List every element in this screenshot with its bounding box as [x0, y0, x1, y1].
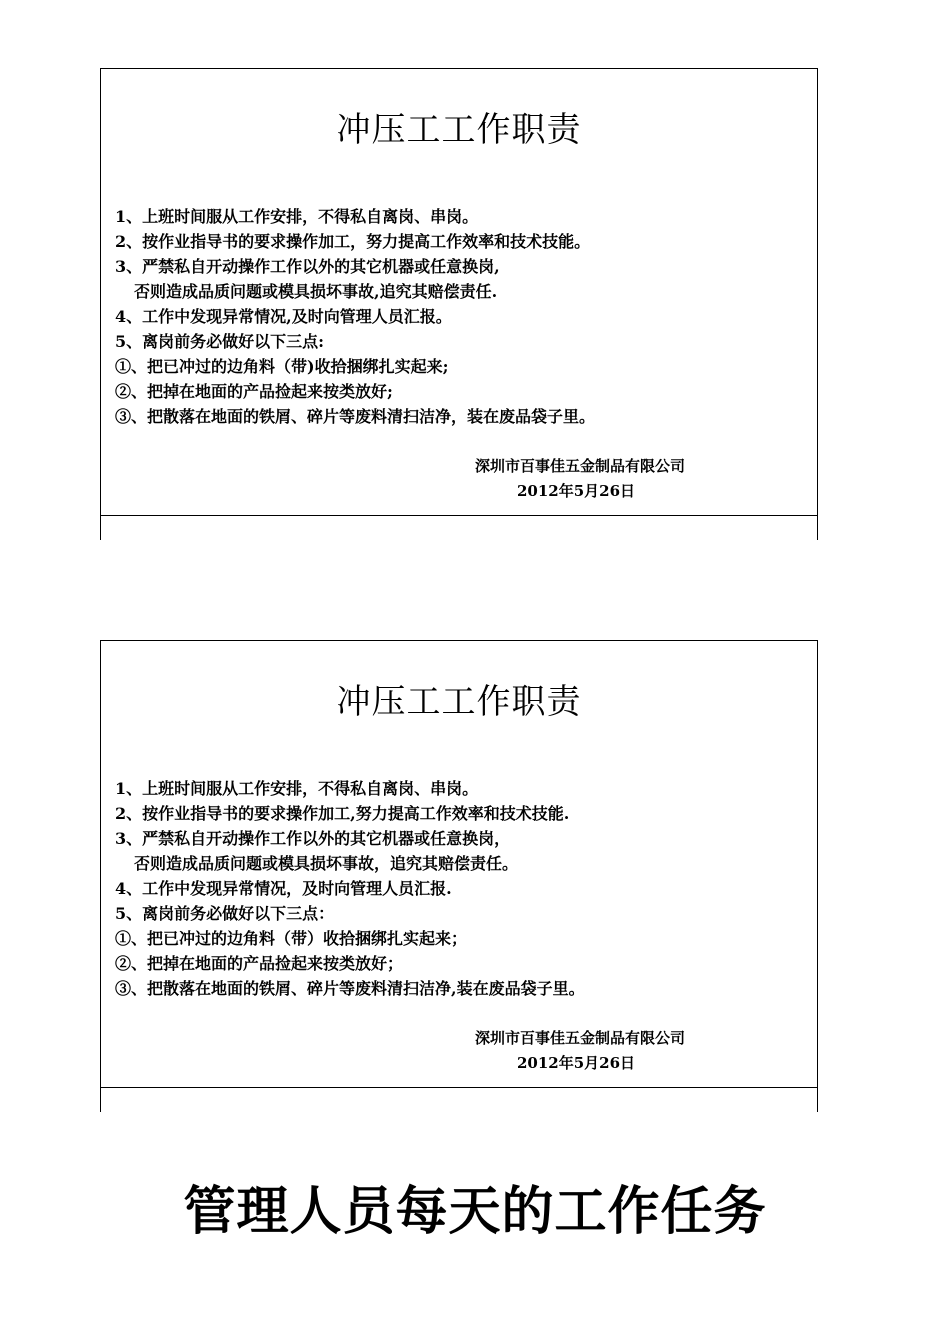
card-title: 冲压工工作职责 [336, 110, 582, 150]
duty-line: ③、把散落在地面的铁屑、碎片等废料清扫洁净，装在废品袋子里。 [115, 407, 596, 426]
duty-card-1 [100, 68, 818, 540]
duty-line: 2、按作业指导书的要求操作加工,努力提高工作效率和技术技能. [115, 804, 570, 823]
signature-block [475, 1026, 685, 1076]
duty-line: ①、把已冲过的边角料（带）收拾捆绑扎实起来； [115, 929, 468, 948]
card-leg-left [100, 1087, 101, 1112]
duty-line: 3、严禁私自开动操作工作以外的其它机器或任意换岗, [115, 257, 500, 276]
company-name: 深圳市百事佳五金制品有限公司 [475, 1029, 686, 1047]
duty-line: ③、把散落在地面的铁屑、碎片等废料清扫洁净,装在废品袋子里。 [115, 979, 585, 998]
duty-list [115, 204, 595, 429]
duty-line: 1、上班时间服从工作安排，不得私自离岗、串岗。 [115, 779, 479, 798]
card-leg-right [817, 515, 818, 540]
duty-line: 2、按作业指导书的要求操作加工，努力提高工作效率和技术技能。 [115, 232, 591, 251]
duty-line: 否则造成品质问题或模具损坏事故，追究其赔偿责任。 [134, 854, 519, 873]
company-name: 深圳市百事佳五金制品有限公司 [475, 457, 686, 475]
duty-line: 5、离岗前务必做好以下三点： [115, 904, 335, 923]
issue-date: 2012年5月26日 [517, 482, 636, 500]
card-leg-left [100, 515, 101, 540]
card-leg-right [817, 1087, 818, 1112]
duty-list [115, 776, 585, 1001]
duty-line: 否则造成品质问题或模具损坏事故,追究其赔偿责任. [134, 282, 498, 301]
signature-block [475, 454, 685, 504]
duty-line: 3、严禁私自开动操作工作以外的其它机器或任意换岗， [115, 829, 511, 848]
section-heading: 管理人员每天的工作任务 [183, 1181, 767, 1242]
duty-line: ②、把掉在地面的产品捡起来按类放好； [115, 954, 404, 973]
duty-line: 4、工作中发现异常情况,及时向管理人员汇报。 [115, 307, 452, 326]
card-title: 冲压工工作职责 [336, 682, 582, 722]
duty-line: 4、工作中发现异常情况，及时向管理人员汇报. [115, 879, 452, 898]
issue-date: 2012年5月26日 [517, 1054, 636, 1072]
duty-card-2 [100, 640, 818, 1112]
duty-line: ②、把掉在地面的产品捡起来按类放好; [115, 382, 393, 401]
duty-line: 5、离岗前务必做好以下三点: [115, 332, 325, 351]
duty-line: ①、把已冲过的边角料（带)收拾捆绑扎实起来; [115, 357, 449, 376]
duty-line: 1、上班时间服从工作安排，不得私自离岗、串岗。 [115, 207, 479, 226]
